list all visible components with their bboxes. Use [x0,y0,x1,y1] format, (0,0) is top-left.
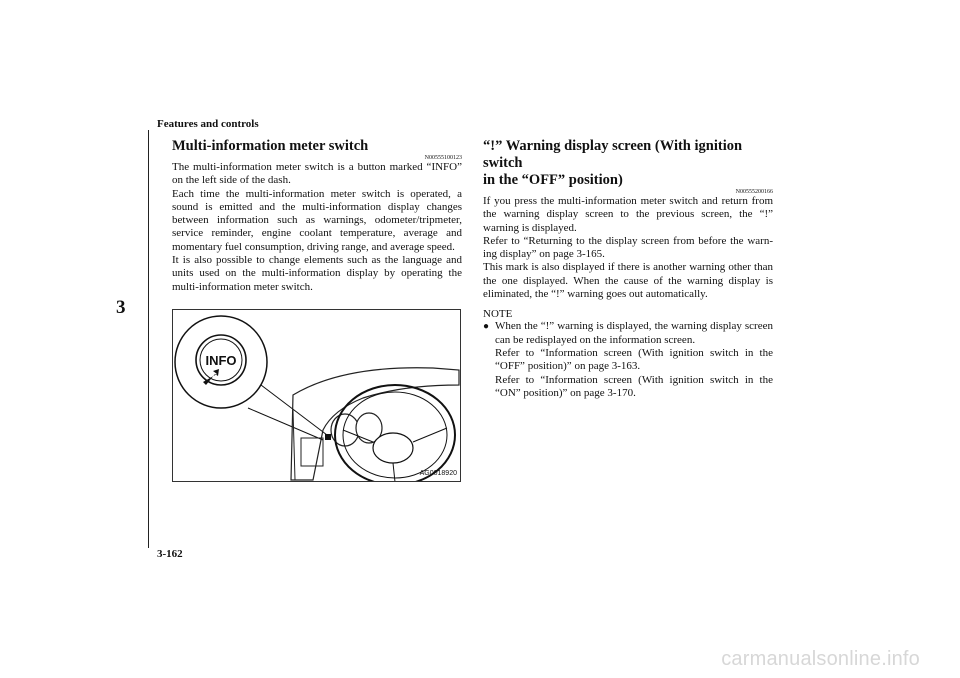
figure-label: AG0018920 [419,470,457,477]
right-section [483,138,773,400]
left-section-code: N00555100123 [424,155,462,161]
info-switch-figure [172,309,461,482]
right-paragraph-2: Refer to “Returning to the display screen from before the warn-ing display” on page 3-165. [483,234,773,261]
note-line-1: When the “!” warning is displayed, the warning display screen can be redisplayed on the information screen. [495,320,773,346]
dashboard-illustration [173,310,460,481]
note-label: NOTE [483,308,513,321]
page-number: 3-162 [157,548,183,560]
left-paragraph-3: It is also possible to change elements such as the language and units used on the multi-information display by operating the multi-information meter switch. [172,254,462,293]
chapter-divider-line [148,130,149,548]
left-section-heading: Multi-information meter switch [172,138,369,154]
right-paragraph-3: This mark is also displayed if there is another warning other than the one displayed. When the cause of the warning display is eliminated, the “!” warning goes out automatically. [483,261,773,301]
watermark: carmanualsonline.info [721,648,920,670]
info-button-text: INFO [205,353,237,368]
note-item [483,320,773,400]
right-paragraph-1: If you press the multi-information meter switch and return from the warning display screen to the previous screen, the “!” warning is displayed. [483,195,773,234]
left-paragraph-1: The multi-information meter switch is a button marked “INFO” on the left side of the dash. [172,161,462,187]
note-line-2: Refer to “Information screen (With ignition switch in the “OFF” position)” on page 3-163. [495,346,773,373]
running-header: Features and controls [157,118,259,130]
left-section [172,138,462,294]
right-section-code: N00555200166 [735,189,773,195]
chapter-number: 3 [116,297,126,318]
right-section-heading-line-2: in the “OFF” position) [483,172,623,188]
bullet-icon: ● [483,321,490,333]
left-paragraph-2: Each time the multi-information meter switch is operated, a sound is emitted and the multi-information display changes between information such as warnings, odometer/tripmeter, service reminder, engine coolant temperature, average and momentary fuel consumption, driving range, and average speed. [172,187,462,253]
right-section-heading-line-1: “!” Warning display screen (With ignition switch [483,138,743,171]
note-line-3: Refer to “Information screen (With ignition switch in the “ON” position)” on page 3-170. [495,373,773,399]
